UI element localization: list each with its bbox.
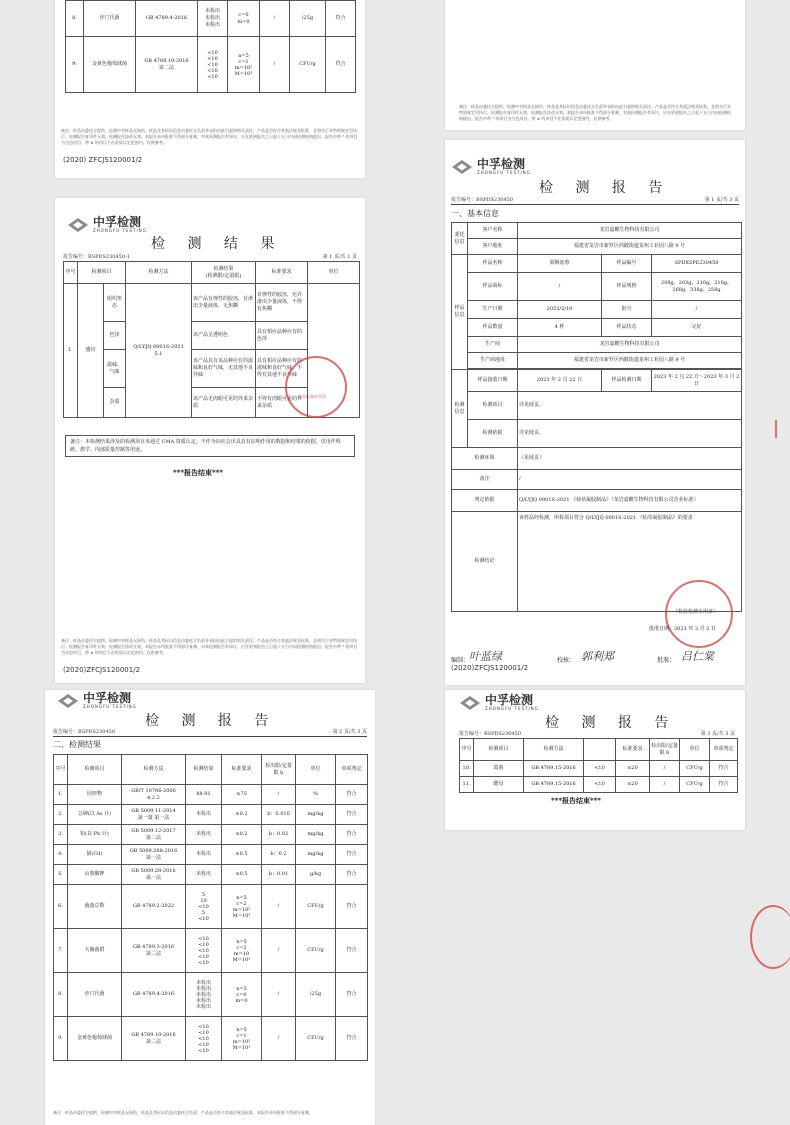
table-row	[460, 777, 738, 793]
table-cell: 样品信息	[452, 255, 468, 370]
table-cell: 未检出	[186, 825, 222, 845]
table-cell: 杂质	[104, 388, 126, 418]
table-cell: n=5 c=1 m=10² M=10³	[228, 37, 260, 93]
logo	[57, 692, 137, 709]
table-cell: GB 4789.3-2016 第二法	[122, 929, 186, 973]
table-cell: GB 4789.15-2016	[524, 761, 584, 777]
table-row	[54, 973, 368, 1017]
footnote: 备注：样品由委托方提供，检测中对样品无损伤，样品及其标识信息由委托方负责并承担由此引起的相关责任。产品是否符合其他法规及标准，且相关行业特别规定另执行。检测报告复印件无效，检测报告涂改无效，本报告未经批准不得部分复制。对本检测报告有异议，应在收到报告之日起十五日内向检测机构提出。报告中带 * 的项目为分包项目，带 # 的项目不在资质认定范围内，仅供参考。	[61, 128, 358, 145]
table-cell: 符合	[710, 777, 738, 793]
table-cell: b：0.01	[262, 865, 296, 885]
table-cell: 该样品经检测，所检项目符合 Q/LYJQ 0001S-2021 《仙草凝胶制品》的要求	[518, 512, 742, 612]
footnote: 备注：样品由委托方提供，检测中对样品无损伤，样品及其标识信息由委托方负责；产品是否符合其他法规及标准，本报告未经批准不得部分复制。	[53, 1110, 313, 1115]
table-cell: 样品规格	[602, 273, 652, 301]
table-cell: 符合	[326, 37, 356, 93]
table-cell: 9.	[66, 37, 84, 93]
table-cell: 样品编号	[602, 255, 652, 273]
page-number: 第 2 页/共 3 页	[332, 729, 367, 735]
table-cell: %	[296, 785, 336, 805]
table-row	[452, 301, 742, 319]
table-cell: 符合	[336, 1017, 368, 1061]
table-cell: 组织形态	[104, 284, 126, 322]
table-header	[460, 739, 738, 761]
table-cell: CFU/g	[290, 37, 326, 93]
stamp-label: （检验检测专用章）	[673, 609, 719, 615]
table-cell: 样品数量	[468, 319, 518, 337]
table-cell: 龙岩嘉麒生物科技有限公司	[518, 337, 742, 353]
table-header-cell: 单位	[308, 262, 360, 284]
report-end: ***报告结束***	[173, 468, 223, 477]
report-end: ***报告结束***	[551, 796, 601, 805]
footnote: 备注：样品由委托方提供，检测中对样品无损伤，样品及其标识信息由委托方负责并承担由此引起的相关责任。产品是否符合其他法规及标准，且相关行业特别规定另执行。检测报告复印件无效，检测报告涂改无效，本报告未经批准不得部分复制。对本检测报告有异议，应在收到报告之日起十五日内向检测机构提出。报告中带 * 的项目为分包项目，带 # 的项目不在资质认定范围内，仅供参考。	[61, 638, 358, 655]
table-cell: /25g	[296, 973, 336, 1017]
logo-mark-icon	[57, 693, 79, 709]
table-cell: 龙岩嘉麒生物科技有限公司	[518, 223, 742, 239]
table-cell: /	[518, 470, 742, 490]
table-cell: 符合	[336, 929, 368, 973]
logo-cn: 中孚检测	[477, 157, 526, 171]
table-cell: CFU/g	[296, 885, 336, 929]
table-cell: /	[650, 777, 680, 793]
table-cell: 未检出 未检出 未检出 未检出 未检出	[186, 973, 222, 1017]
editor-label: 编制：	[451, 657, 470, 664]
report-page-results-3	[445, 690, 745, 830]
page-title: 检 测 报 告	[539, 180, 672, 196]
logo	[451, 158, 531, 175]
table-cell: 未检出	[186, 845, 222, 865]
table-header-cell: 检出限/定量限 b	[262, 755, 296, 785]
checker-signature: 郭利郑	[581, 650, 614, 663]
logo-cn: 中孚检测	[93, 215, 142, 229]
table-cell: ≥75	[222, 785, 262, 805]
table-header	[64, 262, 360, 284]
table-row	[54, 825, 368, 845]
basic-info-table	[451, 222, 742, 612]
table-cell: Q/LYJQ 0001S-2021 5.1	[126, 284, 192, 418]
table-header-cell: 检测方法	[524, 739, 584, 761]
table-cell: 批号	[602, 301, 652, 319]
table-cell: /	[262, 1017, 296, 1061]
report-header-line: 报告编号：BSPDS230450-1 第 1 页/共 1 页	[63, 254, 357, 260]
table-cell: 具有相应品种应有的滋味和良好气味，不得有其他不良异味	[256, 350, 308, 388]
table-cell: 总砷(以 As 计)	[68, 805, 122, 825]
table-cell: 8.	[66, 1, 84, 37]
table-cell: 8.	[54, 973, 68, 1017]
table-cell: 金黄色葡萄球菌	[68, 1017, 122, 1061]
table-cell: ≤0.2	[222, 805, 262, 825]
table-cell: 检测项目	[468, 392, 518, 420]
table-cell: c=0 m=0	[228, 1, 260, 37]
table-header-cell: 检测结果 (检测限/定量限)	[192, 262, 256, 284]
table-cell: 11.	[460, 777, 474, 793]
inspection-stamp	[285, 356, 347, 418]
table-cell: ≤20	[616, 761, 650, 777]
table-row	[64, 284, 360, 322]
table-row	[452, 370, 742, 392]
table-cell: GB 4789.10-2016 第二法	[122, 1017, 186, 1061]
table-cell: 4 杯	[518, 319, 602, 337]
report-page-results	[45, 690, 375, 1125]
table-cell: 88.91	[186, 785, 222, 805]
table-cell: 检测结论	[452, 512, 518, 612]
table-row	[452, 420, 742, 448]
table-cell: mg/kg	[296, 805, 336, 825]
table-cell: GB 4789.15-2016	[524, 777, 584, 793]
table-cell: <10 <10 <10 <10 <10	[186, 1017, 222, 1061]
table-cell: b：0.2	[262, 845, 296, 865]
table-cell: 样品商标	[468, 273, 518, 301]
table-cell: ≤0.5	[222, 865, 262, 885]
page-number: 第 1 页/共 1 页	[322, 254, 357, 260]
table-cell: 山梨酸钾	[68, 865, 122, 885]
table-cell: 3.	[54, 825, 68, 845]
table-cell: 未检出	[186, 805, 222, 825]
table-cell: <10 <10 <10 <10 <10	[198, 37, 228, 93]
footnote: 备注：样品由委托方提供，检测中对样品无损伤，样品及其标识信息由委托方负责并承担由此引起的相关责任。产品是否符合其他法规及标准，且相关行业特别规定另执行。检测报告复印件无效，检测报告涂改无效，本报告未经批准不得部分复制。对本检测报告有异议，应在收到报告之日起十五日内向检测机构提出。报告中带 * 的项目为分包项目，带 # 的项目不在资质认定范围内，仅供参考。	[459, 104, 731, 121]
table-cell: 沙门氏菌	[68, 973, 122, 1017]
table-row	[452, 353, 742, 369]
report-header-line: 报告编号：BSPDS230450 第 3 页/共 3 页	[459, 731, 735, 737]
table-cell: n=5 c=1 m=10² M=10³	[222, 1017, 262, 1061]
table-header-cell: 单项判定	[710, 739, 738, 761]
table-cell: CFU/g	[296, 1017, 336, 1061]
table-cell: 4.	[54, 845, 68, 865]
table-cell: CFU/g	[680, 777, 710, 793]
table-header-cell: 单项判定	[336, 755, 368, 785]
logo-mark-icon	[451, 159, 473, 175]
table-cell: 2023/2/19	[518, 301, 602, 319]
table-cell: 菌落总数	[68, 885, 122, 929]
table-cell: 感官	[78, 284, 104, 418]
table-header-cell: 序号	[54, 755, 68, 785]
table-cell: b：0.02	[262, 825, 296, 845]
table-row	[452, 273, 742, 301]
table-cell: 9.	[54, 1017, 68, 1061]
table-header-cell: 检测项目	[474, 739, 524, 761]
table-header-cell: 单位	[680, 739, 710, 761]
table-cell: 检测依据	[468, 420, 518, 448]
table-cell: 具有相应品种应有的色泽	[256, 322, 308, 350]
logo-cn: 中孚检测	[83, 691, 132, 705]
result-note: 备注：本检测结果涉及的检测项目未通过 CMA 资质认定，不作为向社会出具具有证明作用的数据和结果的依据，仅用作科研、教学、内部质量控制等用途。	[65, 435, 355, 457]
table-cell: 滋味、气味	[104, 350, 126, 388]
logo-en: ZHONGFU TESTING	[477, 170, 531, 175]
table-cell: <10 <10 <10 <10 <10	[186, 929, 222, 973]
page-title: 检 测 报 告	[145, 713, 278, 729]
table-cell: b：0.010	[262, 805, 296, 825]
table-row	[54, 929, 368, 973]
table-header-cell: 检出限/定量限 b	[650, 739, 680, 761]
table-cell: 1.	[64, 284, 78, 418]
approver-signature: 吕仁棠	[681, 650, 714, 663]
table-header-cell: 检测项目	[68, 755, 122, 785]
table-cell: 未检出 未检出 未检出	[198, 1, 228, 37]
logo-cn: 中孚检测	[485, 693, 534, 707]
table-header-cell: 标准要求	[256, 262, 308, 284]
report-number: BSPDS230450	[484, 731, 522, 737]
table-cell: 福建省龙岩市新罗区西陂街道龙州工业园八路 9 号	[518, 239, 742, 255]
table-cell: GB 4789.4-2016	[122, 973, 186, 1017]
table-cell: SPDXSPE230450	[652, 255, 742, 273]
table-cell: /	[518, 273, 602, 301]
table-cell: 符合	[336, 845, 368, 865]
table-cell: 霉菌	[474, 761, 524, 777]
table-cell: 判定依据	[452, 490, 518, 512]
stamp-text: 检验检测专用章	[298, 394, 326, 399]
logo-en: ZHONGFU TESTING	[83, 704, 137, 709]
table-cell: 铅(以 Pb 计)	[68, 825, 122, 845]
table-row	[452, 392, 742, 420]
table-header-cell: 标准要求	[616, 739, 650, 761]
page-title: 检 测 报 告	[545, 715, 678, 731]
table-header-cell: 检测结果	[186, 755, 222, 785]
logo	[67, 216, 147, 233]
table-cell: 符合	[326, 1, 356, 37]
table-row	[452, 470, 742, 490]
table-row	[452, 239, 742, 255]
table-cell: GB 5009.268-2016 第一法	[122, 845, 186, 865]
editor-signature: 叶蓝绿	[469, 650, 502, 663]
table-row	[54, 865, 368, 885]
table-cell: GB 5009.12-2017 第二法	[122, 825, 186, 845]
table-cell: （见续页）	[518, 448, 742, 470]
table-cell: n=5 c=2 m=10² M=10³	[222, 885, 262, 929]
table-cell: mg/kg	[296, 825, 336, 845]
table-row	[452, 490, 742, 512]
table-cell: n=5 c=0 m=0	[222, 973, 262, 1017]
page-number: 第 3 页/共 3 页	[700, 731, 735, 737]
logo	[459, 694, 539, 711]
table-header-cell: 检测方法	[126, 262, 192, 284]
table-cell: 福建省龙岩市新罗区西陂街道龙州工业园八路 9 号	[518, 353, 742, 369]
table-cell: ≤20	[616, 777, 650, 793]
table-row	[54, 885, 368, 929]
table-header-cell: 检测项目	[78, 262, 126, 284]
table-cell: 有弹性的胶冻，允许滑出少量液体，不得有焦糊	[256, 284, 308, 322]
table-cell: 2.	[54, 805, 68, 825]
checker-label: 校核：	[557, 657, 576, 664]
table-cell: 符合	[336, 805, 368, 825]
table-cell: 客户地址	[468, 239, 518, 255]
table-cell: 5.	[54, 865, 68, 885]
table-row	[452, 319, 742, 337]
table-cell: 固形物	[68, 785, 122, 805]
table-cell: 生产商地址	[468, 353, 518, 369]
table-cell: 符合	[336, 973, 368, 1017]
report-form-code: (2020) ZFCJS120001/2	[63, 156, 143, 164]
table-cell: 样品名称	[468, 255, 518, 273]
table-row	[452, 223, 742, 239]
table-row	[452, 337, 742, 353]
table-cell: 生产商	[468, 337, 518, 353]
table-cell: 样品接收日期	[468, 370, 518, 392]
table-cell: 该产品具有该品种应有的滋味和良好气味，无其他不良异味	[192, 350, 256, 388]
table-cell: /	[652, 301, 742, 319]
table-cell: 符合	[336, 885, 368, 929]
table-header-cell: 序号	[460, 739, 474, 761]
logo-mark-icon	[459, 695, 481, 711]
table-cell: 完好	[652, 319, 742, 337]
table-row	[460, 761, 738, 777]
table-header-cell	[584, 739, 616, 761]
table-row	[54, 1017, 368, 1061]
table-cell: <10	[584, 761, 616, 777]
approve-date: 批准日期：2023 年 3 月 2 日	[649, 626, 717, 632]
table-cell: /	[650, 761, 680, 777]
report-page-tail-right	[445, 0, 745, 130]
table-cell: 详见续页。	[518, 392, 742, 420]
section-title: 一、基本信息	[451, 209, 499, 218]
table-cell: 检测信息	[452, 370, 468, 448]
table-row	[452, 255, 742, 273]
table-cell: mg/kg	[296, 845, 336, 865]
logo-en: ZHONGFU TESTING	[485, 706, 539, 711]
table-cell: GB 5009.28-2016 第一法	[122, 865, 186, 885]
table-cell: CFU/g	[680, 761, 710, 777]
table-cell: 检测环境	[452, 448, 518, 470]
table-row	[66, 1, 356, 37]
table-header-cell: 标准要求	[222, 755, 262, 785]
approver-label: 批准：	[657, 657, 676, 664]
table-header-cell: 单位	[296, 755, 336, 785]
table-cell: 酵母	[474, 777, 524, 793]
table-cell: 色泽	[104, 322, 126, 350]
table-cell: 符合	[336, 825, 368, 845]
section-title: 二、检测结果	[53, 740, 101, 749]
table-cell: <10	[584, 777, 616, 793]
tail-results-table	[65, 0, 356, 93]
table-cell: /	[262, 929, 296, 973]
report-page-sensory	[55, 198, 365, 683]
table-cell: 7.	[54, 929, 68, 973]
report-number: BSPDS230450-1	[88, 254, 130, 260]
report-page-basic	[445, 140, 745, 685]
table-cell: /	[262, 885, 296, 929]
report-page-tail	[55, 0, 365, 178]
table-cell: GB 4789.2-2022	[122, 885, 186, 929]
table-cell: ≤0.5	[222, 845, 262, 865]
table-cell: 208g、203g、210g、218g、268g、338g、258g	[652, 273, 742, 301]
table-cell: CFU/g	[296, 929, 336, 973]
report-number: BSPDS230450	[476, 197, 514, 203]
page-number: 第 1 页/共 3 页	[704, 197, 739, 203]
table-cell: 5 10 <10 5 <10	[186, 885, 222, 929]
table-cell: 镉(Cd)	[68, 845, 122, 865]
table-cell: 该产品有弹性的胶冻，有滑出少量液体，无焦糊	[192, 284, 256, 322]
table-header-cell: 检测方法	[122, 755, 186, 785]
table-cell: 2023 年 2 月 22 日～2023 年 3 月 2 日	[652, 370, 742, 392]
table-cell: /	[262, 785, 296, 805]
page-title: 检 测 结 果	[151, 236, 284, 252]
table-cell: /	[260, 1, 290, 37]
report-form-code: (2020)ZFCJS120001/2	[451, 664, 529, 672]
table-cell: 大肠菌群	[68, 929, 122, 973]
table-header	[54, 755, 368, 785]
table-cell: 符合	[710, 761, 738, 777]
edge-mark	[775, 420, 787, 438]
report-header-line: 报告编号：BSPDS230450 第 2 页/共 3 页	[53, 729, 367, 735]
table-cell: 样品检测日期	[602, 370, 652, 392]
logo-mark-icon	[67, 217, 89, 233]
table-cell: 金黄色葡萄球菌	[84, 37, 136, 93]
edge-stamp	[750, 905, 790, 969]
table-cell: g/kg	[296, 865, 336, 885]
table-cell: 客户名称	[468, 223, 518, 239]
table-row	[54, 785, 368, 805]
table-cell: ≤0.2	[222, 825, 262, 845]
table-cell: 不得有肉眼可见的外来杂质	[256, 388, 308, 418]
table-cell: 该产品无肉眼可见的外来杂质	[192, 388, 256, 418]
table-header-cell: 序号	[64, 262, 78, 284]
table-cell: 10.	[460, 761, 474, 777]
table-cell: /25g	[290, 1, 326, 37]
table-cell: 备注	[452, 470, 518, 490]
results-table-3	[459, 738, 738, 793]
report-number: BSPDS230450	[78, 729, 116, 735]
table-cell: 1.	[54, 785, 68, 805]
table-cell: n=5 c=2 m=10 M=10²	[222, 929, 262, 973]
table-cell: 2023 年 2 月 22 日	[518, 370, 602, 392]
table-cell: /	[262, 973, 296, 1017]
table-row	[54, 845, 368, 865]
table-cell: 未检出	[186, 865, 222, 885]
table-row	[54, 805, 368, 825]
table-cell: 符合	[336, 865, 368, 885]
table-cell: 符合	[336, 785, 368, 805]
table-cell: Q/LYJQ 0001S-2021 《仙草凝胶制品》（龙岩嘉麒生物科技有限公司企业标准）	[518, 490, 742, 512]
table-row	[452, 448, 742, 470]
table-cell: /	[260, 37, 290, 93]
table-cell: 委托信息	[452, 223, 468, 255]
table-cell: GB 4789.4-2016	[136, 1, 198, 37]
table-cell: GB 4789.10-2016 第二法	[136, 37, 198, 93]
table-cell: 果酥冻蓉	[518, 255, 602, 273]
table-cell: 6.	[54, 885, 68, 929]
table-row	[66, 37, 356, 93]
table-cell: 沙门氏菌	[84, 1, 136, 37]
report-form-code: (2020)ZFCJS120001/2	[63, 666, 141, 674]
logo-en: ZHONGFU TESTING	[93, 228, 147, 233]
table-cell: GB 5009.11-2014 第一篇 第一法	[122, 805, 186, 825]
results-table	[53, 754, 368, 1061]
table-cell: 详见续页。	[518, 420, 742, 448]
table-cell: 该产品呈透明色	[192, 322, 256, 350]
table-cell: 生产日期	[468, 301, 518, 319]
table-cell: 样品状态	[602, 319, 652, 337]
table-cell: GB/T 10786-2006 4.2.2	[122, 785, 186, 805]
report-header-line: 报告编号：BSPDS230450 第 1 页/共 3 页	[451, 197, 739, 203]
